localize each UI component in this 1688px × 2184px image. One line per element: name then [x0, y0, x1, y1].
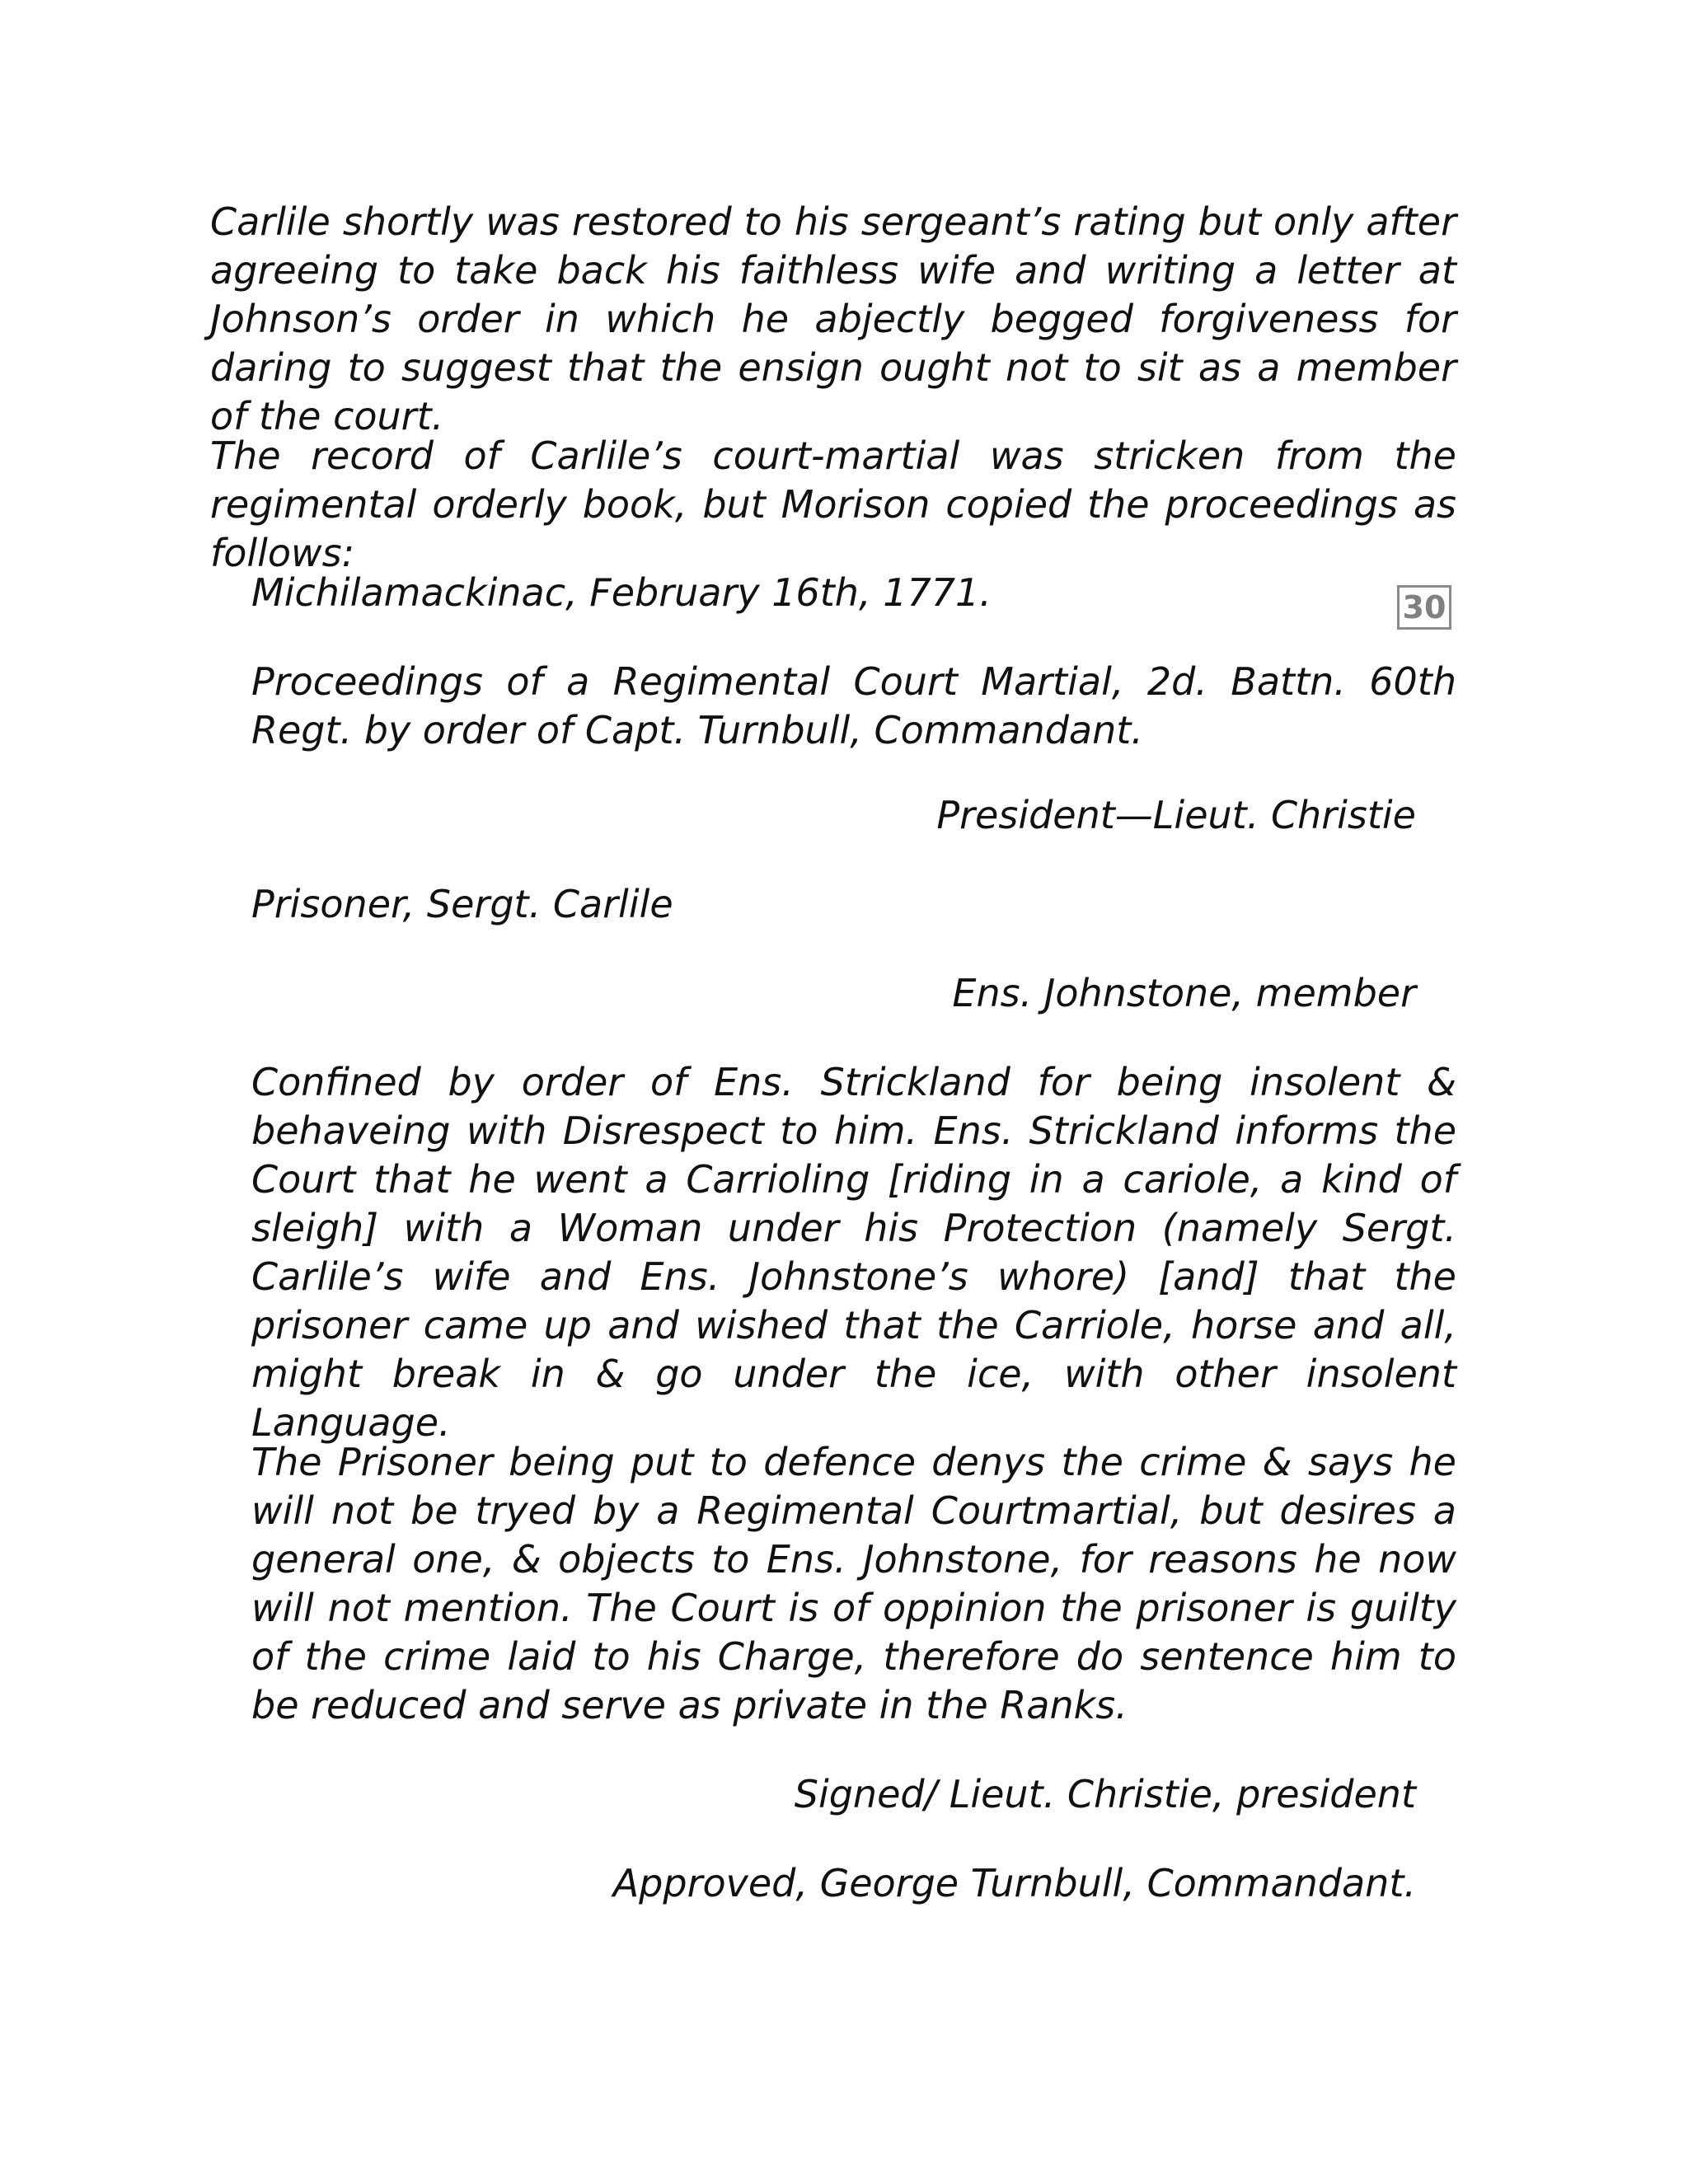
record-approved-line: Approved, George Turnbull, Commandant. — [612, 1861, 1416, 1905]
intro-paragraph: Carlile shortly was restored to his sergeant’s rating but only after agreeing to take back his faithless wife and writing a letter at Johnson’s order in which he abjectly begged forgiveness for daring to suggest that the ensign ought not to sit as a member of the court. — [210, 199, 1456, 438]
record-defence-paragraph: The Prisoner being put to defence denys the crime & says he will not be tryed by a Regimental Courtmartial, but desires a general one, & objects to Ens. Johnstone, for reasons he now will not mention. The Court is of oppinion the prisoner is guilty of the crime laid to his Charge, therefore do sentence him to be reduced and serve as private in the Ranks. — [251, 1440, 1456, 1727]
record-member: Ens. Johnstone, member — [952, 971, 1416, 1015]
record-prisoner: Prisoner, Sergt. Carlile — [251, 882, 673, 926]
record-signed-line: Signed/ Lieut. Christie, president — [794, 1772, 1416, 1816]
record-president: President—Lieut. Christie — [936, 793, 1416, 837]
record-charge-paragraph: Confined by order of Ens. Strickland for being insolent & behaveing with Disrespect to him. Ens. Strickland informs the Court that he went a Carrioling [riding in a cariole, a kind of sleigh] with a Woman under his Protection (namely Sergt. Carlile’s wife and Ens. Johnstone’s whore) [and] that the prisoner came up and wished that the Carriole, horse and all, might break in & go under the ice, with other insolent Language. — [251, 1060, 1456, 1445]
page-number-badge: 30 — [1397, 585, 1451, 630]
record-place-date: Michilamackinac, February 16th, 1771. — [251, 570, 992, 615]
intro-paragraph-record: The record of Carlile’s court-martial was stricken from the regimental orderly book, but Morison copied the proceedings as follows: — [210, 434, 1456, 575]
record-heading: Proceedings of a Regimental Court Martial, 2d. Battn. 60th Regt. by order of Capt. Turnbull, Commandant. — [251, 659, 1456, 752]
